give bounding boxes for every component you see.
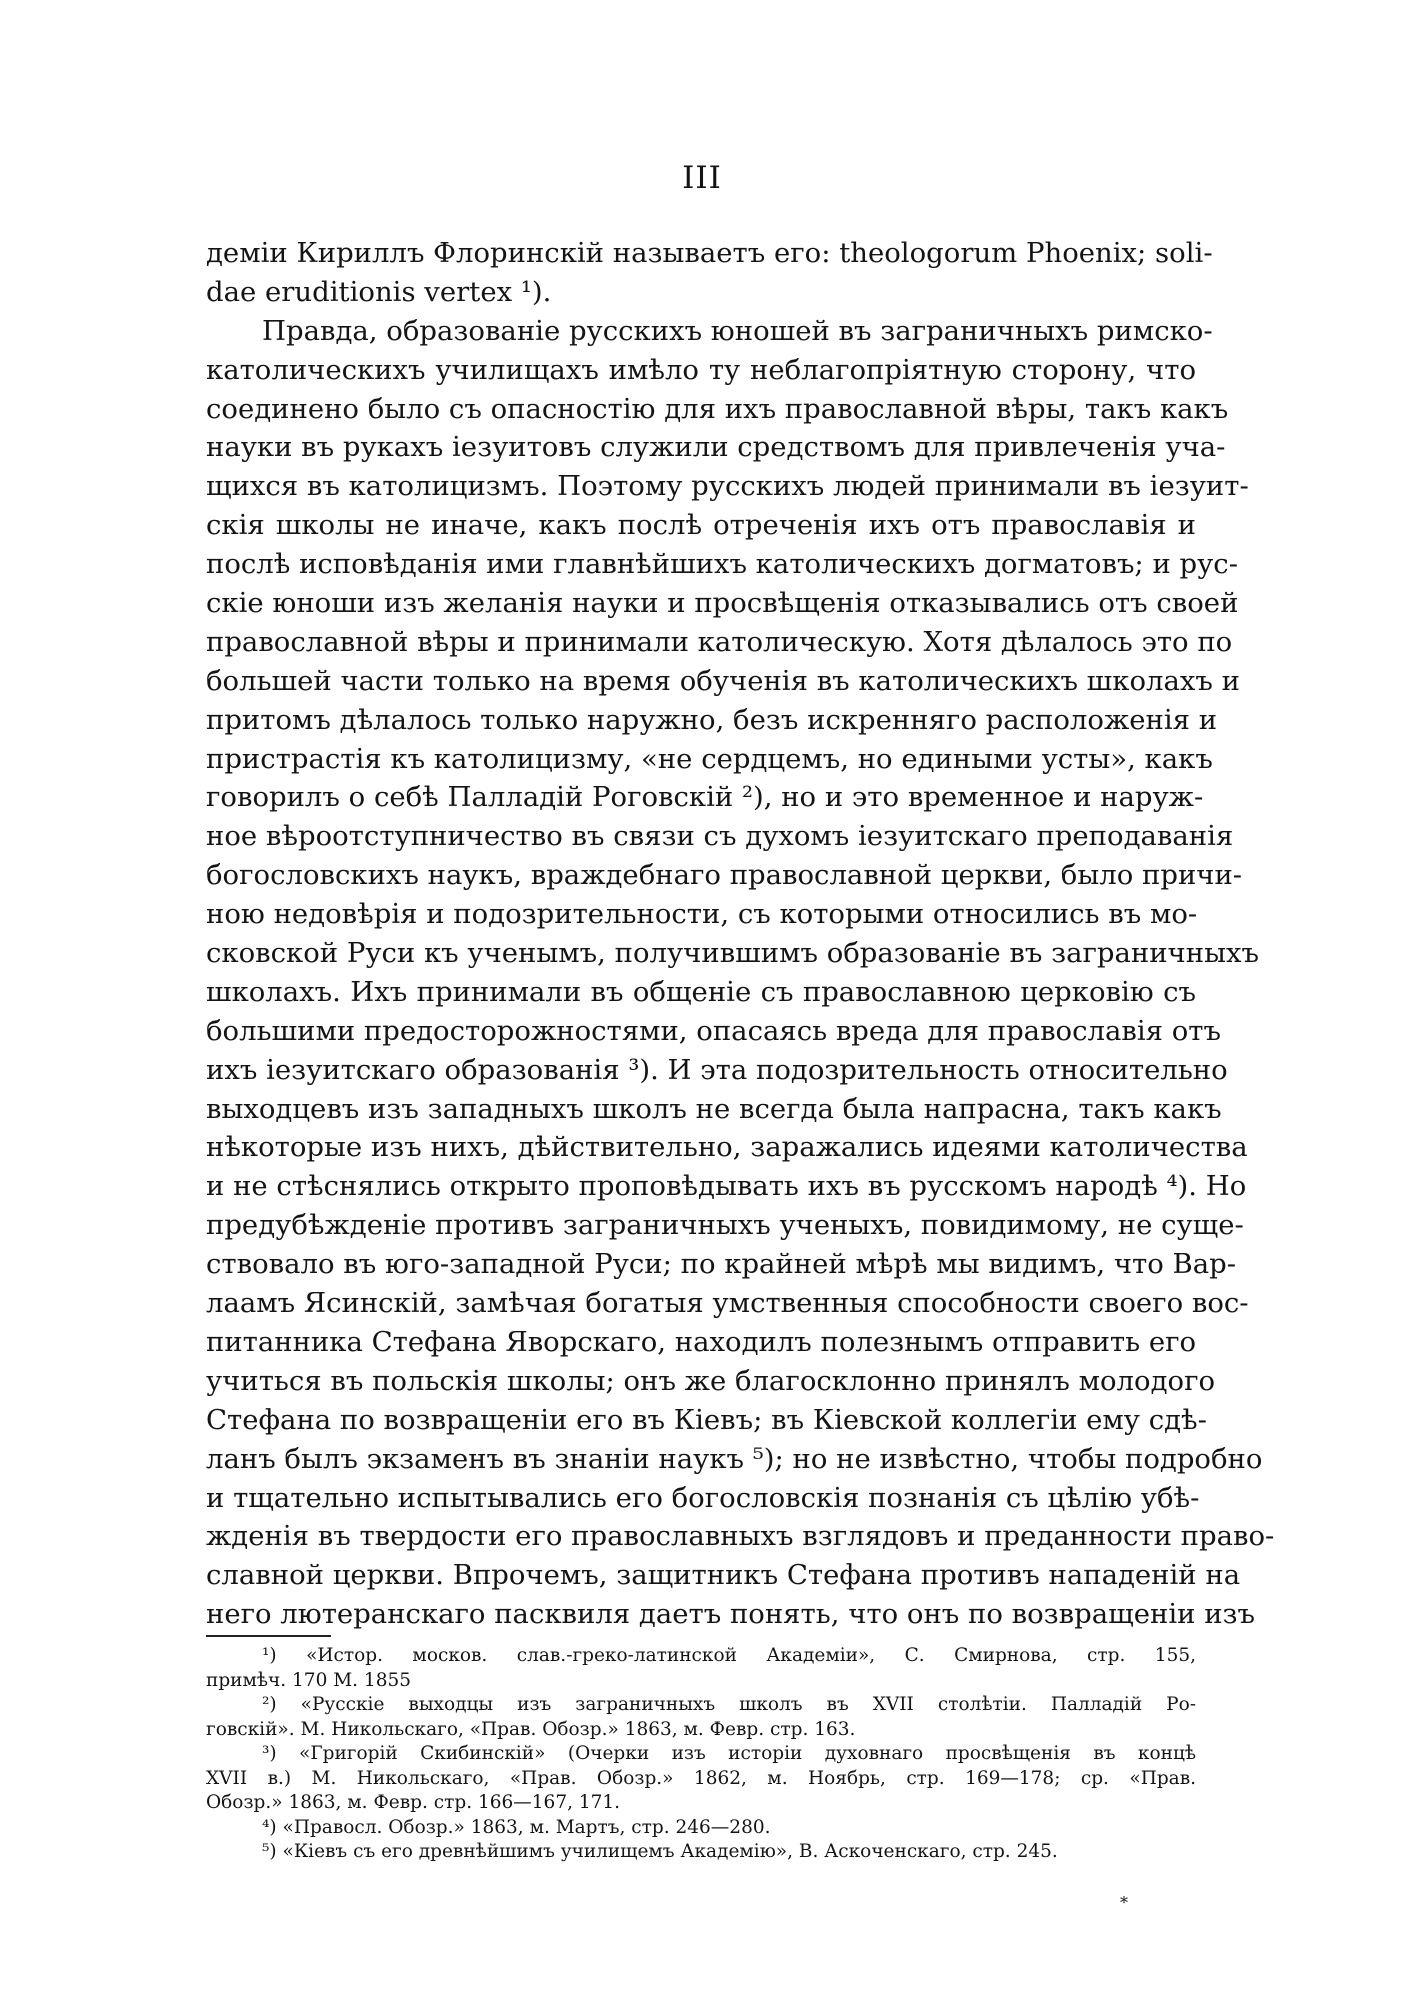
body-line: соединено было съ опасностію для ихъ православной вѣры, такъ какъ xyxy=(206,392,1229,425)
body-line: нѣкоторые изъ нихъ, дѣйствительно, заражались идеями католичества xyxy=(206,1131,1248,1164)
body-line: и не стѣснялись открыто проповѣдывать ихъ въ русскомъ народѣ ⁴). Но xyxy=(206,1170,1247,1203)
body-line: Правда, образованіе русскихъ юношей въ заграничныхъ римско- xyxy=(262,314,1213,347)
footnote-line: говскій». М. Никольскаго, «Прав. Обозр.» 1863, м. Февр. стр. 163. xyxy=(206,1718,856,1740)
body-line: деміи Кириллъ Флоринскій называетъ его: theologorum Phoenix; soli- xyxy=(206,237,1213,269)
body-line: ихъ іезуитскаго образованія ³). И эта подозрительность относительно xyxy=(206,1053,1228,1086)
body-line: dae eruditionis vertex ¹). xyxy=(206,275,552,308)
body-line: скія школы не иначе, какъ послѣ отреченія ихъ отъ православія и xyxy=(206,509,1196,542)
body-line: пристрастія къ католицизму, «не сердцемъ, но едиными усты», какъ xyxy=(206,742,1213,775)
printer-mark: * xyxy=(1120,1893,1128,1912)
body-line: щихся въ католицизмъ. Поэтому русскихъ людей принимали въ іезуит- xyxy=(206,470,1249,503)
body-line: жденія въ твердости его православныхъ взглядовъ и преданности право- xyxy=(206,1520,1275,1553)
footnote-line: ²) «Русскіе выходцы изъ заграничныхъ школъ въ XVII столѣтіи. Палладій Ро- xyxy=(262,1694,1196,1715)
body-line: него лютеранскаго пасквиля даетъ понять, что онъ по возвращеніи изъ xyxy=(206,1598,1256,1631)
footnote-line: ¹) «Истор. москов. слав.-греко-латинской Академіи», С. Смирнова, стр. 155, xyxy=(262,1645,1196,1666)
body-line: католическихъ училищахъ имѣло ту неблагопріятную сторону, что xyxy=(206,353,1196,386)
body-line: питанника Стефана Яворскаго, находилъ полезнымъ отправить его xyxy=(206,1325,1197,1358)
footnote-line: Обозр.» 1863, м. Февр. стр. 166—167, 171. xyxy=(206,1792,621,1813)
body-line: и тщательно испытывались его богословскія познанія съ цѣлію убѣ- xyxy=(206,1481,1200,1514)
body-line: Стефана по возвращеніи его въ Кіевъ; въ Кіевской коллегіи ему сдѣ- xyxy=(206,1403,1207,1436)
body-line: ланъ былъ экзаменъ въ знаніи наукъ ⁵); но не извѣстно, чтобы подробно xyxy=(206,1442,1263,1475)
page-number: III xyxy=(682,160,722,196)
body-line: скіе юноши изъ желанія науки и просвѣщенія отказывались отъ своей xyxy=(206,587,1239,620)
footnote-line: примѣч. 170 М. 1855 xyxy=(206,1669,412,1691)
footnotes xyxy=(206,1644,1196,1865)
body-line: школахъ. Ихъ принимали въ общеніе съ православною церковію съ xyxy=(206,975,1196,1008)
footnote-divider xyxy=(206,1635,331,1637)
body-line: сковской Руси къ ученымъ, получившимъ образованіе въ заграничныхъ xyxy=(206,937,1259,970)
body-line: ное вѣроотступничество въ связи съ духомъ іезуитскаго преподаванія xyxy=(206,820,1234,853)
footnote-line: ⁵) «Кіевъ съ его древнѣйшимъ училищемъ Академію», В. Аскоченскаго, стр. 245. xyxy=(262,1841,1058,1862)
body-text xyxy=(206,234,1275,1634)
body-line: послѣ исповѣданія ими главнѣйшихъ католическихъ догматовъ; и рус- xyxy=(206,548,1238,581)
body-line: предубѣжденіе противъ заграничныхъ ученыхъ, повидимому, не суще- xyxy=(206,1209,1244,1242)
footnote-line: ⁴) «Правосл. Обозр.» 1863, м. Мартъ, стр. 246—280. xyxy=(262,1816,771,1838)
footnote-line: XVII в.) М. Никольскаго, «Прав. Обозр.» 1862, м. Ноябрь, стр. 169—178; ср. «Прав. xyxy=(206,1767,1196,1789)
body-line: учиться въ польскія школы; онъ же благосклонно принялъ молодого xyxy=(206,1364,1216,1397)
body-line: большими предосторожностями, опасаясь вреда для православія отъ xyxy=(206,1014,1222,1047)
body-line: притомъ дѣлалось только наружно, безъ искренняго расположенія и xyxy=(206,703,1218,736)
body-line: говорилъ о себѣ Палладій Роговскій ²), но и это временное и наруж- xyxy=(206,781,1204,814)
body-line: выходцевъ изъ западныхъ школъ не всегда была напрасна, такъ какъ xyxy=(206,1092,1222,1125)
footnote-line: ³) «Григорій Скибинскій» (Очерки изъ исторіи духовнаго просвѣщенія въ концѣ xyxy=(262,1743,1196,1764)
body-line: православной вѣры и принимали католическую. Хотя дѣлалось это по xyxy=(206,625,1233,658)
body-line: большей части только на время обученія въ католическихъ школахъ и xyxy=(206,664,1240,697)
body-line: славной церкви. Впрочемъ, защитникъ Стефана противъ нападеній на xyxy=(206,1559,1241,1592)
body-line: ствовало въ юго-западной Руси; по крайней мѣрѣ мы видимъ, что Вар- xyxy=(206,1248,1237,1281)
body-line: богословскихъ наукъ, враждебнаго православной церкви, было причи- xyxy=(206,859,1243,892)
body-line: лаамъ Ясинскій, замѣчая богатыя умственныя способности своего вос- xyxy=(206,1287,1249,1320)
body-line: науки въ рукахъ іезуитовъ служили средствомъ для привлеченія уча- xyxy=(206,431,1226,464)
body-line: ною недовѣрія и подозрительности, съ которыми относились въ мо- xyxy=(206,898,1198,931)
